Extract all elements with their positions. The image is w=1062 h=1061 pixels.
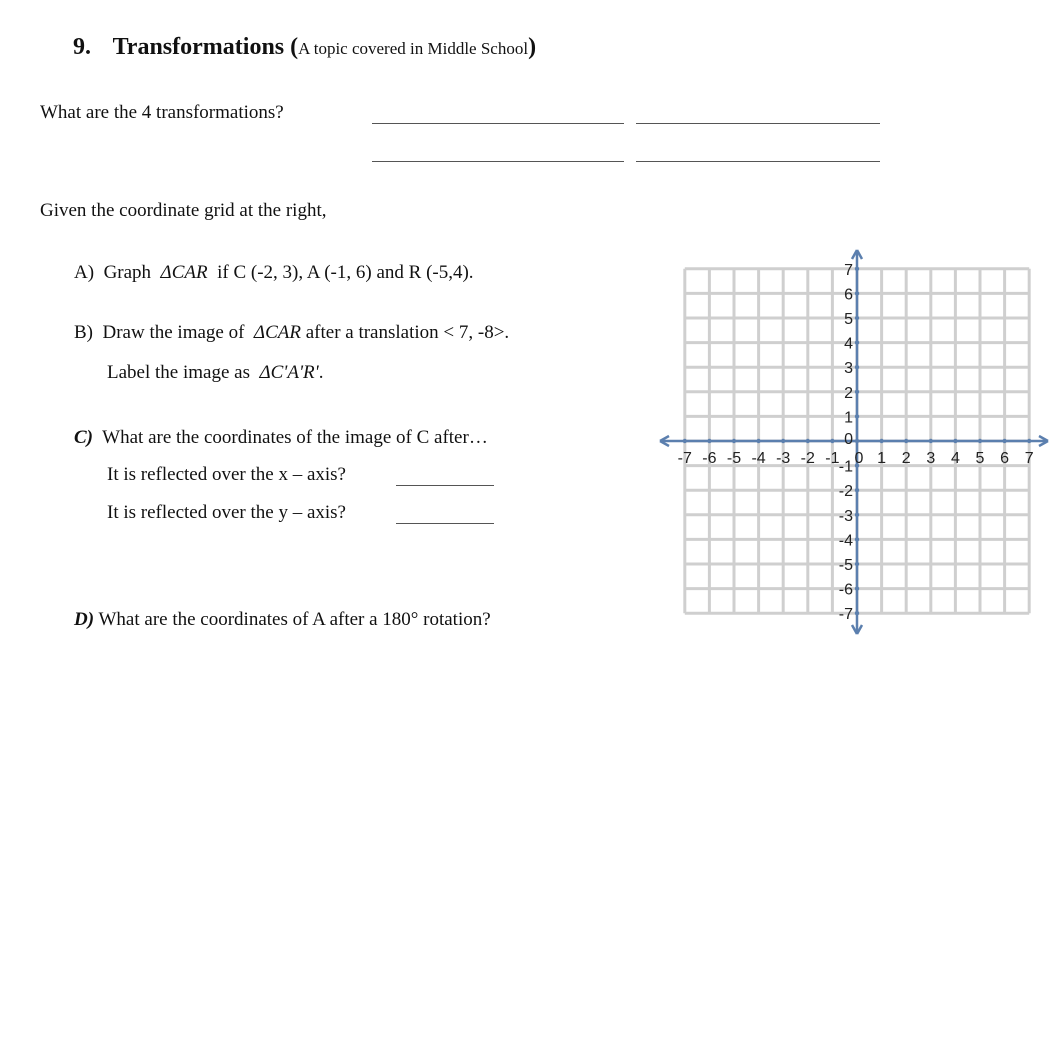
y-tick-label: -1 (838, 458, 853, 476)
part-b-label: B) (74, 322, 93, 343)
origin-label-x: 0 (854, 450, 864, 467)
period: . (318, 362, 324, 383)
y-tick-label: -6 (838, 581, 853, 599)
problem-number: 9. (73, 34, 91, 60)
y-tick-label: 4 (844, 335, 853, 353)
x-tick-label: 1 (877, 450, 887, 467)
axes (660, 250, 1048, 634)
intro-text: Given the coordinate grid at the right, (40, 200, 327, 221)
x-tick-label: 5 (975, 450, 985, 467)
y-tick-label: 5 (844, 311, 853, 328)
x-tick-label: 6 (1000, 450, 1010, 467)
x-tick-label: -6 (702, 450, 717, 467)
part-b-text-pre: Draw the image of (102, 322, 245, 343)
x-tick-label: 7 (1024, 450, 1034, 467)
part-c-sub1: It is reflected over the x – axis? (107, 464, 346, 485)
x-tick-label: -4 (751, 450, 766, 467)
x-tick-label: -1 (825, 450, 840, 467)
x-tick-label: -5 (726, 450, 742, 467)
x-tick-label: -3 (776, 450, 791, 467)
part-c-label: C) (74, 427, 93, 448)
part-b-line2-pre: Label the image as (107, 362, 250, 383)
y-tick-label: 2 (844, 384, 853, 402)
close-paren: ) (528, 34, 537, 60)
part-d-label: D) (74, 609, 95, 630)
x-tick-label: 4 (950, 450, 960, 467)
y-tick-label: 3 (844, 360, 853, 378)
problem-title-text: Transformations (112, 34, 285, 60)
triangle-image-label: ΔC'A'R' (259, 362, 319, 383)
part-c-text: What are the coordinates of the image of C after… (102, 427, 488, 448)
y-tick-label: -3 (838, 507, 853, 525)
y-tick-label: -7 (838, 606, 853, 624)
part-b-text-post: after a translation < 7, -8>. (305, 322, 510, 343)
part-a-text-post: if C (-2, 3), A (-1, 6) and R (-5,4). (217, 262, 474, 283)
part-a-label: A) (74, 262, 95, 283)
y-tick-label: -4 (838, 532, 853, 550)
y-tick-label: 6 (844, 286, 853, 304)
x-tick-label: -2 (800, 450, 815, 467)
x-tick-label: 2 (901, 450, 911, 467)
four-transformations-prompt: What are the 4 transformations? (40, 102, 284, 123)
x-tick-label: -7 (677, 450, 692, 467)
problem-subtitle: A topic covered in Middle School (298, 39, 529, 58)
origin-label-y: 0 (844, 431, 853, 448)
y-tick-label: -2 (838, 483, 853, 501)
triangle-car: ΔCAR (253, 322, 301, 343)
part-c-sub2: It is reflected over the y – axis? (107, 502, 346, 523)
triangle-car: ΔCAR (160, 262, 208, 283)
y-tick-label: 1 (844, 409, 853, 427)
y-tick-label: 7 (844, 261, 853, 279)
y-tick-label: -5 (838, 557, 853, 574)
part-a-text-pre: Graph (103, 262, 152, 283)
open-paren: ( (290, 34, 299, 60)
part-d-text: What are the coordinates of A after a 180° rotation? (98, 609, 491, 630)
x-tick-label: 3 (926, 450, 936, 467)
